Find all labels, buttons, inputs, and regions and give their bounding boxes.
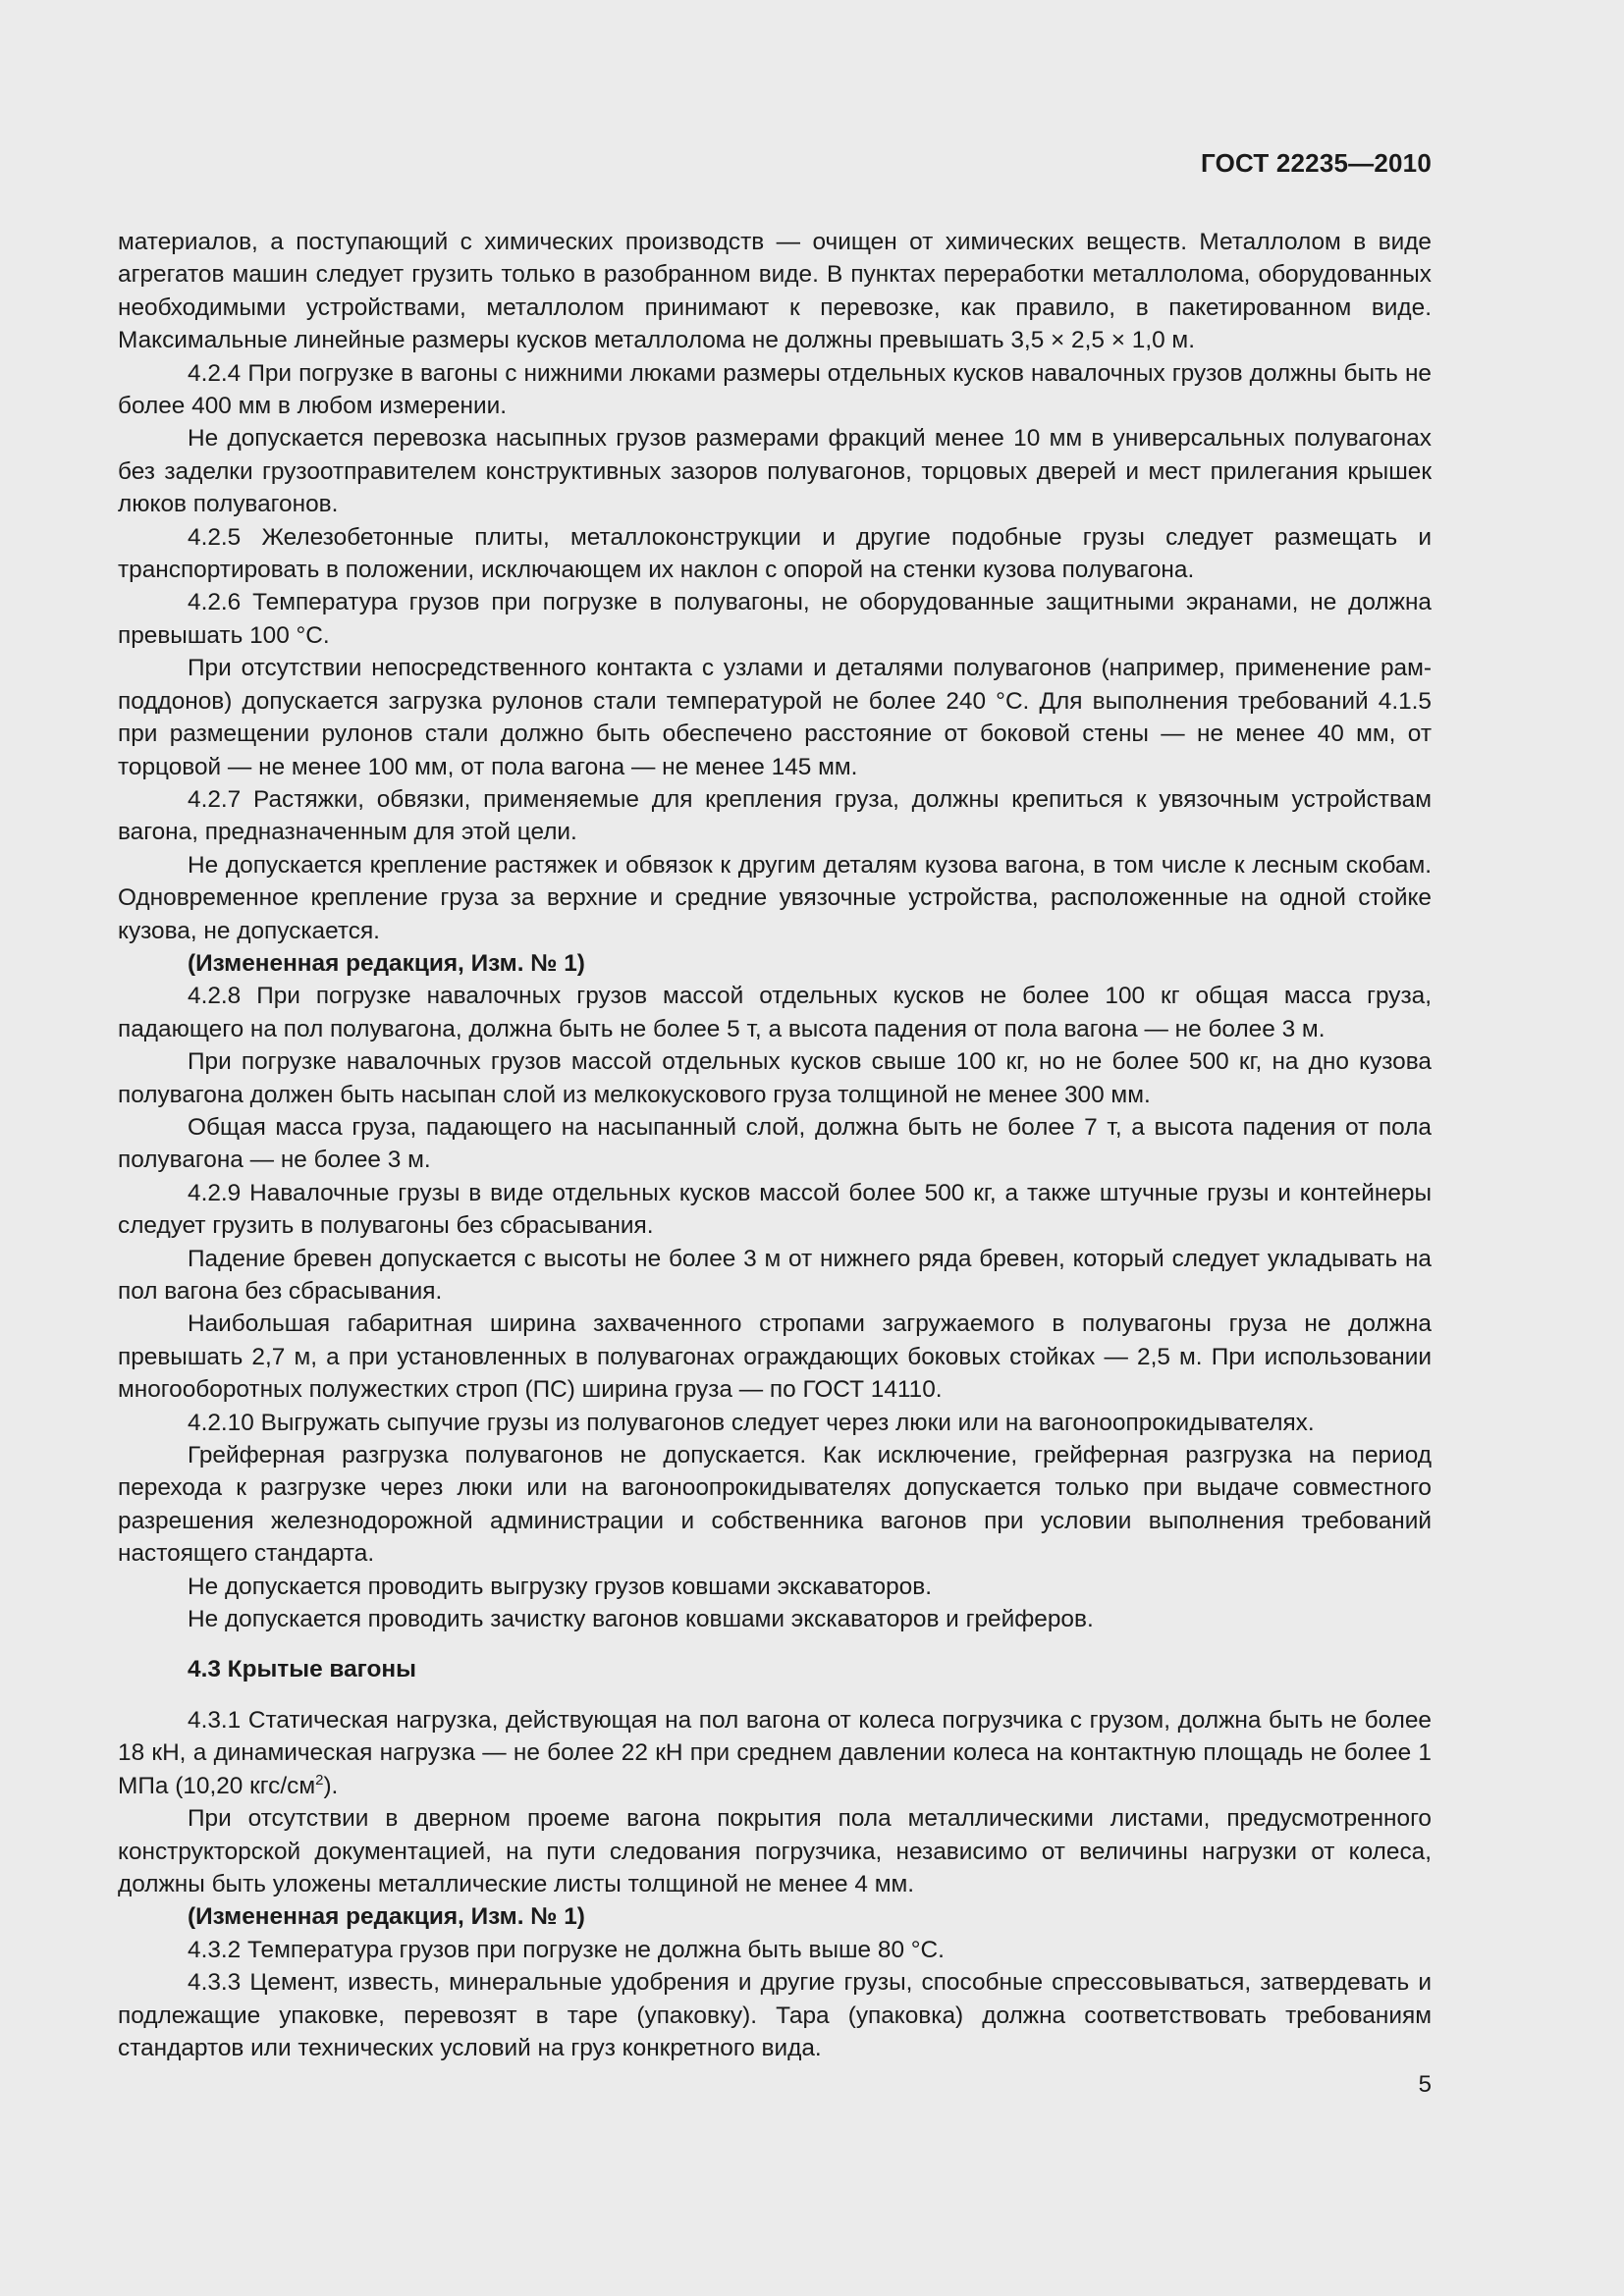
- paragraph: Падение бревен допускается с высоты не более 3 м от нижнего ряда бревен, который следует укладывать на пол вагона без сбрасывания.: [118, 1245, 1432, 1305]
- paragraph: Не допускается крепление растяжек и обвязок к другим деталям кузова вагона, в том числе к лесным скобам. Одновременное крепление груза за верхние и средние увязочные устройства, расположенные на одной стойке кузова, не допускается.: [118, 851, 1432, 944]
- section-heading-4-3: 4.3 Крытые вагоны: [188, 1656, 416, 1683]
- superscript: 2: [315, 1771, 324, 1789]
- clause-4-2-5: 4.2.5 Железобетонные плиты, металлоконструкции и другие подобные грузы следует размещать и транспортировать в положении, исключающем их наклон с опорой на стенки кузова полувагона.: [118, 523, 1432, 584]
- clause-4-3-2: 4.3.2 Температура грузов при погрузке не должна быть выше 80 °С.: [188, 1936, 945, 1963]
- paragraph: При отсутствии в дверном проеме вагона покрытия пола металлическими листами, предусмотренного конструкторской документацией, на пути следования погрузчика, независимо от величины нагрузки от колеса, должны быть уложены металлические листы толщиной не менее 4 мм.: [118, 1805, 1432, 1897]
- paragraph: Наибольшая габаритная ширина захваченного стропами загружаемого в полувагоны груза не должна превышать 2,7 м, а при установленных в полувагонах ограждающих боковых стойках — 2,5 м. При использовании многооборотных полужестких строп (ПС) ширина груза — по ГОСТ 14110.: [118, 1310, 1432, 1404]
- clause-4-2-10: 4.2.10 Выгружать сыпучие грузы из полувагонов следует через люки или на вагоноопрокидывателях.: [188, 1409, 1315, 1436]
- clause-4-3-3: 4.3.3 Цемент, известь, минеральные удобрения и другие грузы, способные спрессовываться, затвердевать и подлежащие упаковке, перевозят в таре (упаковку). Тара (упаковка) должна соответствовать требованиям стандартов или технических условий на груз конкретного вида.: [118, 1969, 1432, 2061]
- clause-4-2-8: 4.2.8 При погрузке навалочных грузов массой отдельных кусков не более 100 кг общая масса груза, падающего на пол полувагона, должна быть не более 5 т, а высота падения от пола вагона — не более 3 м.: [118, 983, 1432, 1042]
- amendment-note: (Измененная редакция, Изм. № 1): [188, 1903, 585, 1931]
- document-code-header: ГОСТ 22235—2010: [1201, 148, 1432, 178]
- paragraph: Грейферная разгрузка полувагонов не допускается. Как исключение, грейферная разгрузка на период перехода к разгрузке через люки или на вагоноопрокидывателях допускается только при выдаче совместного разрешения железнодорожной администрации и собственника вагонов при условии выполнения требований настоящего стандарта.: [118, 1442, 1432, 1568]
- paragraph: При отсутствии непосредственного контакта с узлами и деталями полувагонов (например, применение рам-поддонов) допускается загрузка рулонов стали температурой не более 240 °С. Для выполнения требований 4.1.5 при размещении рулонов стали должно быть обеспечено расстояние от боковой стены — не менее 40 мм, от торцовой — не менее 100 мм, от пола вагона — не менее 145 мм.: [118, 655, 1432, 780]
- clause-text: 4.3.1 Статическая нагрузка, действующая на пол вагона от колеса погрузчика с грузом, должна быть не более 18 кН, а динамическая нагрузка — не более 22 кН при среднем давлении колеса на контактную площадь не более 1 МПа (10,20 кгс/см: [118, 1706, 1432, 1799]
- clause-4-2-6: 4.2.6 Температура грузов при погрузке в полувагоны, не оборудованные защитными экранами, не должна превышать 100 °С.: [118, 589, 1432, 649]
- clause-text-end: ).: [323, 1772, 339, 1799]
- clause-4-2-7: 4.2.7 Растяжки, обвязки, применяемые для крепления груза, должны крепиться к увязочным устройствам вагона, предназначенным для этой цели.: [118, 785, 1432, 846]
- clause-4-3-1: [118, 1704, 1432, 1802]
- clause-4-2-9: 4.2.9 Навалочные грузы в виде отдельных кусков массой более 500 кг, а также штучные грузы и контейнеры следует грузить в полувагоны без сбрасывания.: [118, 1179, 1432, 1240]
- clause-4-2-4: 4.2.4 При погрузке в вагоны с нижними люками размеры отдельных кусков навалочных грузов должны быть не более 400 мм в любом измерении.: [118, 359, 1432, 420]
- paragraph: Не допускается проводить выгрузку грузов ковшами экскаваторов.: [188, 1573, 932, 1600]
- paragraph-continuation: материалов, а поступающий с химических производств — очищен от химических веществ. Металлолом в виде агрегатов машин следует грузить только в разобранном виде. В пунктах переработки металлолома, оборудованных необходимыми устройствами, металлолом принимают к перевозке, как правило, в пакетированном виде. Максимальные линейные размеры кусков металлолома не должны превышать 3,5 × 2,5 × 1,0 м.: [118, 229, 1432, 354]
- amendment-note: (Измененная редакция, Изм. № 1): [188, 949, 585, 977]
- paragraph: Общая масса груза, падающего на насыпанный слой, должна быть не более 7 т, а высота падения от пола полувагона — не более 3 м.: [118, 1113, 1432, 1174]
- paragraph: Не допускается перевозка насыпных грузов размерами фракций менее 10 мм в универсальных полувагонах без заделки грузоотправителем конструктивных зазоров полувагонов, торцовых дверей и мест прилегания крышек люков полувагонов.: [118, 425, 1432, 518]
- paragraph: Не допускается проводить зачистку вагонов ковшами экскаваторов и грейферов.: [188, 1606, 1094, 1633]
- document-body: [118, 226, 1432, 2064]
- paragraph: При погрузке навалочных грузов массой отдельных кусков свыше 100 кг, но не более 500 кг, на дно кузова полувагона должен быть насыпан слой из мелкокускового груза толщиной не менее 300 мм.: [118, 1048, 1432, 1108]
- page-number: 5: [1418, 2071, 1432, 2098]
